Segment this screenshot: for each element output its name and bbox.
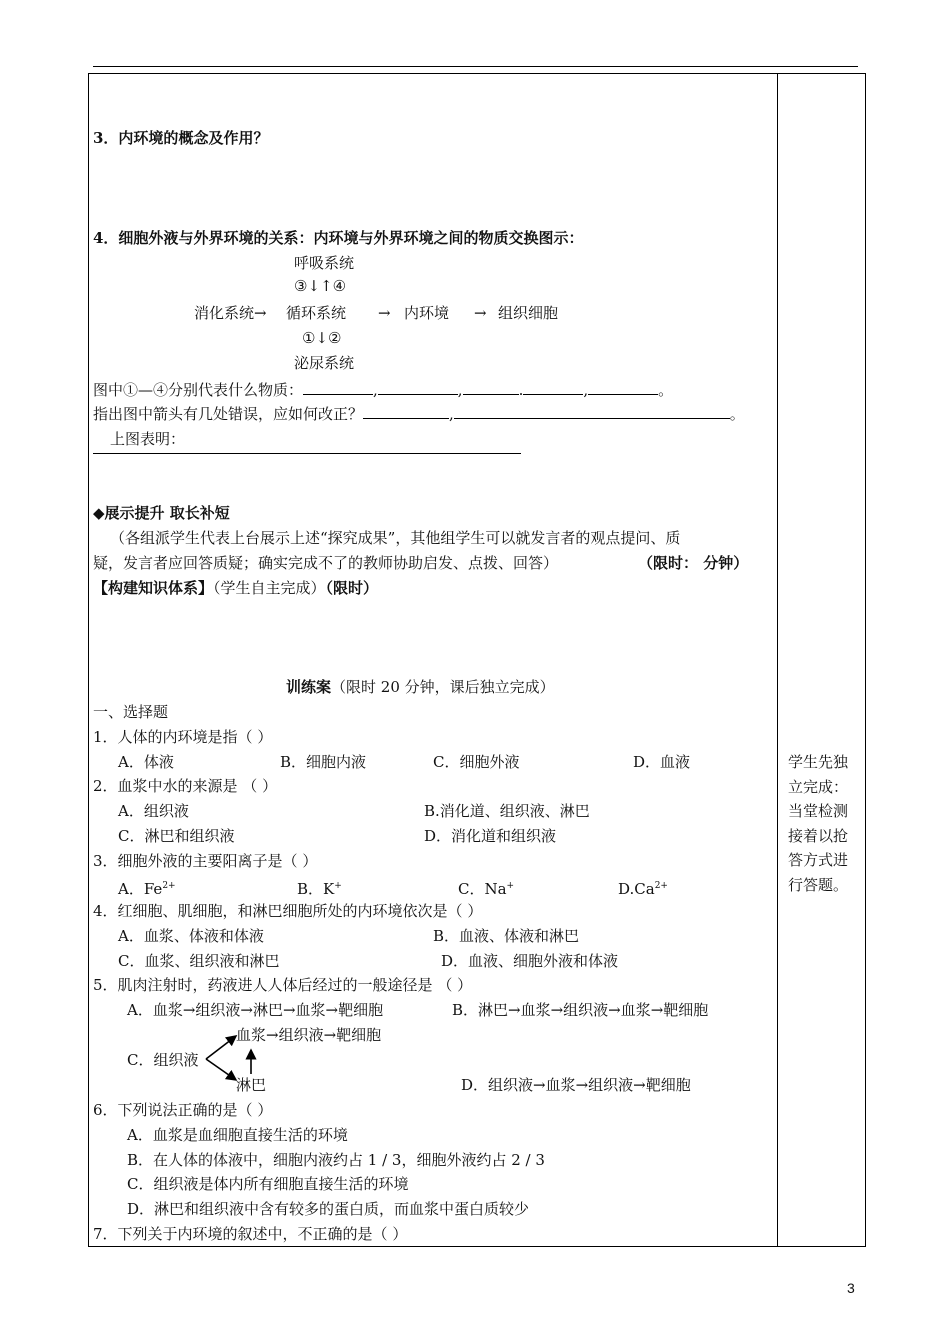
q1-option-c: C．细胞外液 xyxy=(433,753,520,771)
q4c-stem: 4．红细胞、肌细胞，和淋巴细胞所处的内环境依次是（ ） xyxy=(93,902,483,920)
show-body-line-2: 疑，发言者应回答质疑；确实完成不了的教师协助启发、点拨、回答） xyxy=(93,554,559,572)
diagram-arrow-1: → xyxy=(378,304,391,322)
q5-option-d: D．组织液→血浆→组织液→靶细胞 xyxy=(461,1076,691,1094)
q4c-option-a: A．血浆、体液和体液 xyxy=(118,927,264,945)
q4c-option-c: C．血浆、组织液和淋巴 xyxy=(118,952,280,970)
q1-option-b: B．细胞内液 xyxy=(280,753,367,771)
header-rule xyxy=(93,66,858,67)
training-title: 训练案（限时 20 分钟，课后独立完成） xyxy=(286,678,555,696)
q5-stem: 5．肌肉注射时，药液进人人体后经过的一般途径是 （ ） xyxy=(93,976,473,994)
diagram-internal-env: 内环境 xyxy=(404,304,450,322)
q2-option-b: B.消化道、组织液、淋巴 xyxy=(424,802,590,820)
q5-option-b: B．淋巴→血浆→组织液→血浆→靶细胞 xyxy=(452,1001,709,1019)
knowledge-build: 【构建知识体系】（学生自主完成）（限时） xyxy=(93,579,379,597)
q3c-option-b: B．K+ xyxy=(297,880,342,898)
show-time-limit: （限时： 分钟） xyxy=(638,554,749,572)
fill-conclusion-label: 上图表明： xyxy=(110,430,186,448)
question-3: 3．内环境的概念及作用？ xyxy=(93,129,269,147)
q3c-stem: 3．细胞外液的主要阳离子是（ ） xyxy=(93,852,318,870)
page-number: 3 xyxy=(847,1280,855,1296)
q5-option-a: A．血浆→组织液→淋巴→血浆→靶细胞 xyxy=(127,1001,384,1019)
diagram-respiratory: 呼吸系统 xyxy=(294,254,355,272)
side-note: 学生先独立完成：当堂检测接着以抢答方式进行答题。 xyxy=(788,753,849,894)
show-body-line-1: （各组派学生代表上台展示上述“探究成果”，其他组学生可以就发言者的观点提问、质 xyxy=(110,529,681,547)
q5-option-c-bottom: 淋巴 xyxy=(236,1076,267,1094)
diagram-urinary: 泌尿系统 xyxy=(294,354,355,372)
diagram-arrow-2: → xyxy=(474,304,487,322)
q4c-option-b: B．血液、体液和淋巴 xyxy=(433,927,580,945)
q6-option-b: B．在人体的体液中，细胞内液约占 1 / 3，细胞外液约占 2 / 3 xyxy=(127,1151,545,1169)
fill-substances: 图中①—④分别代表什么物质： , , . , 。 xyxy=(93,381,674,399)
fill-arrow-errors-label: 指出图中箭头有几处错误，应如何改正？ xyxy=(93,405,364,423)
q4c-option-d: D．血液、细胞外液和体液 xyxy=(441,952,619,970)
q3c-option-a: A．$Fe^{2+}$ xyxy=(118,880,176,898)
q1-stem: 1．人体的内环境是指（ ） xyxy=(93,728,273,746)
section-choice-heading: 一、选择题 xyxy=(93,703,169,721)
q3c-option-d: $D.Ca^{2+}$ xyxy=(618,880,668,898)
show-section-title: ◆展示提升 取长补短 xyxy=(93,504,230,522)
q5-branch-arrows-icon xyxy=(200,1030,260,1086)
question-4: 4．细胞外液与外界环境的关系：内环境与外界环境之间的物质交换图示： xyxy=(93,229,584,247)
fill-arrow-errors: 指出图中箭头有几处错误，应如何改正？ , 。 xyxy=(93,405,745,423)
q5-option-c-top: 血浆→组织液→靶细胞 xyxy=(236,1026,382,1044)
diagram-digestive: 消化系统→ xyxy=(194,304,267,322)
q1-option-d: D．血液 xyxy=(633,753,691,771)
q2-option-a: A．组织液 xyxy=(118,802,189,820)
q2-option-c: C．淋巴和组织液 xyxy=(118,827,235,845)
q2-option-d: D．消化道和组织液 xyxy=(424,827,557,845)
diagram-circulatory: 循环系统 xyxy=(286,304,347,322)
q2-stem: 2．血浆中水的来源是 （ ） xyxy=(93,777,278,795)
fill-conclusion-line xyxy=(93,453,521,454)
q3c-option-c: C．Na+ xyxy=(458,880,515,898)
column-divider xyxy=(777,73,778,1247)
diagram-arrows-bottom: ①↓② xyxy=(302,329,342,347)
q6-option-c: C．组织液是体内所有细胞直接生活的环境 xyxy=(127,1175,409,1193)
q1-option-a: A．体液 xyxy=(118,753,174,771)
q6-option-a: A．血浆是血细胞直接生活的环境 xyxy=(127,1126,348,1144)
q5-option-c-label: C．组织液 xyxy=(127,1051,199,1069)
diagram-tissue-cells: 组织细胞 xyxy=(498,304,559,322)
q7-stem: 7．下列关于内环境的叙述中，不正确的是（ ） xyxy=(93,1225,408,1243)
diagram-arrows-top: ③↓↑④ xyxy=(294,277,347,295)
q6-option-d: D．淋巴和组织液中含有较多的蛋白质，而血浆中蛋白质较少 xyxy=(127,1200,530,1218)
fill-substances-label: 图中①—④分别代表什么物质： xyxy=(93,381,304,399)
q6-stem: 6．下列说法正确的是（ ） xyxy=(93,1101,273,1119)
